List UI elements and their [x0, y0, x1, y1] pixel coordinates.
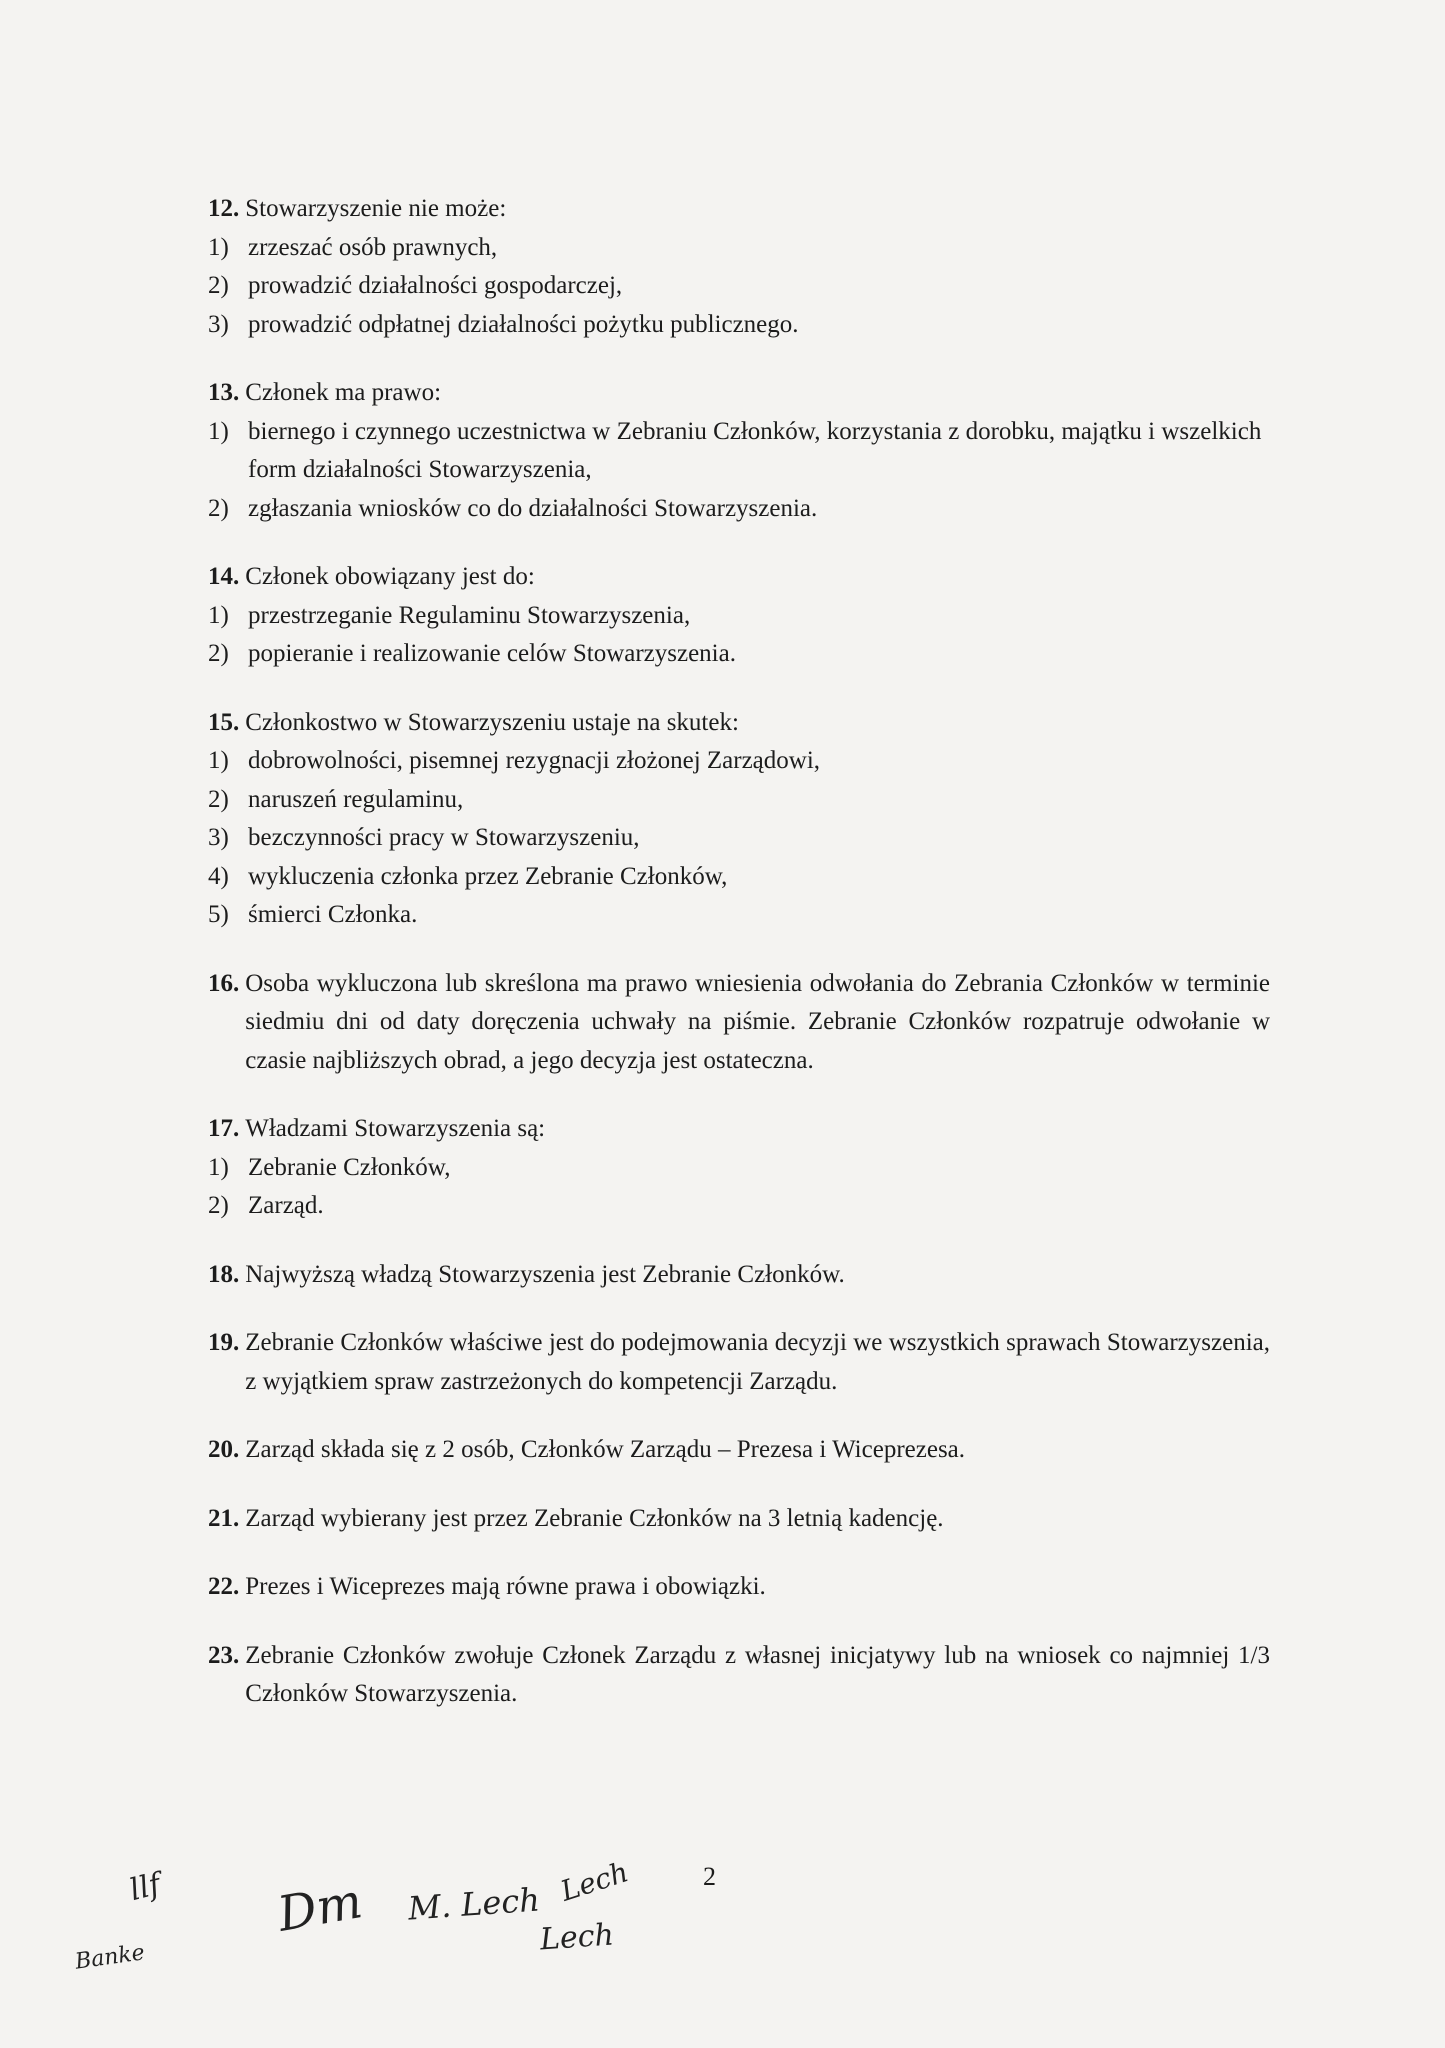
- list-item-text: naruszeń regulaminu,: [248, 785, 464, 813]
- section-text: Osoba wykluczona lub skreślona ma prawo wniesienia odwołania do Zebrania Członków w terminie siedmiu dni od daty doręczenia uchwały na piśmie. Zebranie Członków rozpatruje odwołanie w czasie najbliższych obrad, a jego decyzja jest ostateczna.: [245, 969, 1270, 1074]
- section-heading: [208, 704, 1270, 743]
- list-item-number: 1): [208, 233, 229, 261]
- list-item-text: śmierci Członka.: [248, 901, 418, 928]
- list-item-text: przestrzeganie Regulaminu Stowarzyszenia,: [248, 601, 691, 629]
- list-item-text: popieranie i realizowanie celów Stowarzyszenia.: [248, 640, 736, 667]
- section-number: 22.: [208, 1573, 240, 1600]
- signature: M. Lech: [406, 1880, 541, 1928]
- section-16: [208, 965, 1270, 1081]
- section-heading: [208, 1256, 1270, 1295]
- section-text: Zebranie Członków zwołuje Członek Zarządu z własnej inicjatywy lub na wniosek co najmniej 1/3 Członków Stowarzyszenia.: [245, 1641, 1270, 1707]
- section-22: [208, 1568, 1270, 1607]
- section-number: 19.: [208, 1329, 240, 1356]
- list-item: [208, 267, 1270, 306]
- section-text: Zarząd wybierany jest przez Zebranie Członków na 3 letnią kadencję.: [245, 1504, 944, 1532]
- section-number: 23.: [208, 1641, 240, 1669]
- list-item-number: 4): [208, 862, 229, 890]
- list-item: [208, 819, 1270, 858]
- list-item-number: 1): [208, 747, 229, 774]
- list-item-text: bezczynności pracy w Stowarzyszeniu,: [248, 824, 640, 851]
- section-text: Prezes i Wiceprezes mają równe prawa i obowiązki.: [245, 1573, 766, 1600]
- section-17: [208, 1110, 1270, 1226]
- section-20: [208, 1431, 1270, 1470]
- list-item-text: wykluczenia członka przez Zebranie Członków,: [248, 862, 728, 890]
- list-item: [208, 635, 1270, 674]
- regulation-text: [208, 190, 1270, 1744]
- section-heading: [208, 1431, 1270, 1470]
- section-heading: [208, 190, 1270, 229]
- list-item-number: 2): [208, 785, 229, 813]
- section-19: [208, 1324, 1270, 1401]
- section-heading: [208, 965, 1270, 1081]
- section-number: 16.: [208, 969, 240, 997]
- list-item-text: prowadzić działalności gospodarczej,: [248, 272, 623, 299]
- list-item: [208, 490, 1270, 529]
- section-21: [208, 1500, 1270, 1539]
- section-number: 14.: [208, 563, 240, 590]
- section-text: Władzami Stowarzyszenia są:: [245, 1115, 546, 1142]
- section-number: 18.: [208, 1260, 240, 1288]
- section-heading: [208, 1500, 1270, 1539]
- list-item: [208, 742, 1270, 781]
- list-item: [208, 597, 1270, 636]
- list-item: [208, 781, 1270, 820]
- list-item: [208, 1149, 1270, 1188]
- section-23: [208, 1637, 1270, 1714]
- section-heading: [208, 558, 1270, 597]
- signature: Lech: [556, 1855, 633, 1908]
- section-text: Zebranie Członków właściwe jest do podejmowania decyzji we wszystkich sprawach Stowarzyszenia, z wyjątkiem spraw zastrzeżonych do kompetencji Zarządu.: [245, 1329, 1270, 1395]
- list-item-number: 2): [208, 1192, 229, 1219]
- section-text: Najwyższą władzą Stowarzyszenia jest Zebranie Członków.: [245, 1260, 845, 1288]
- section-14: [208, 558, 1270, 674]
- signature: Lech: [538, 1917, 615, 1958]
- section-heading: [208, 374, 1270, 413]
- section-heading: [208, 1568, 1270, 1607]
- list-item-text: zgłaszania wniosków co do działalności Stowarzyszenia.: [248, 494, 818, 522]
- section-heading: [208, 1637, 1270, 1714]
- signature: llf: [126, 1866, 165, 1909]
- list-item-number: 2): [208, 494, 229, 522]
- list-item: [208, 858, 1270, 897]
- section-number: 15.: [208, 708, 240, 736]
- section-12: [208, 190, 1270, 344]
- list-item-text: dobrowolności, pisemnej rezygnacji złożonej Zarządowi,: [248, 747, 821, 774]
- list-item-number: 5): [208, 901, 229, 928]
- section-number: 21.: [208, 1504, 240, 1532]
- list-item-number: 1): [208, 601, 229, 629]
- list-item-number: 3): [208, 824, 229, 851]
- section-text: Członek obowiązany jest do:: [245, 563, 535, 590]
- section-13: [208, 374, 1270, 528]
- list-item: [208, 413, 1270, 490]
- signature: Banke: [73, 1940, 147, 1975]
- section-text: Członek ma prawo:: [245, 379, 442, 406]
- section-18: [208, 1256, 1270, 1295]
- section-text: Członkostwo w Stowarzyszeniu ustaje na skutek:: [245, 708, 739, 736]
- section-heading: [208, 1324, 1270, 1401]
- list-item-text: Zarząd.: [248, 1192, 324, 1219]
- list-item-number: 2): [208, 640, 229, 667]
- section-text: Zarząd składa się z 2 osób, Członków Zarządu – Prezesa i Wiceprezesa.: [245, 1436, 966, 1463]
- list-item-number: 1): [208, 417, 229, 445]
- section-number: 12.: [208, 195, 240, 222]
- section-heading: [208, 1110, 1270, 1149]
- list-item-text: zrzeszać osób prawnych,: [248, 233, 498, 261]
- section-number: 20.: [208, 1436, 240, 1463]
- list-item: [208, 896, 1270, 935]
- list-item-number: 1): [208, 1153, 229, 1181]
- list-item: [208, 1187, 1270, 1226]
- page-number: 2: [703, 1862, 716, 1891]
- list-item: [208, 229, 1270, 268]
- list-item-text: prowadzić odpłatnej działalności pożytku publicznego.: [248, 310, 799, 338]
- list-item-number: 3): [208, 310, 229, 338]
- section-text: Stowarzyszenie nie może:: [245, 195, 507, 222]
- signature: Dm: [273, 1873, 367, 1943]
- list-item-number: 2): [208, 272, 229, 299]
- list-item-text: biernego i czynnego uczestnictwa w Zebraniu Członków, korzystania z dorobku, majątku i wszelkich form działalności Stowarzyszenia,: [248, 417, 1262, 483]
- section-15: [208, 704, 1270, 935]
- list-item-text: Zebranie Członków,: [248, 1153, 451, 1181]
- list-item: [208, 306, 1270, 345]
- section-number: 17.: [208, 1115, 240, 1142]
- section-number: 13.: [208, 379, 240, 406]
